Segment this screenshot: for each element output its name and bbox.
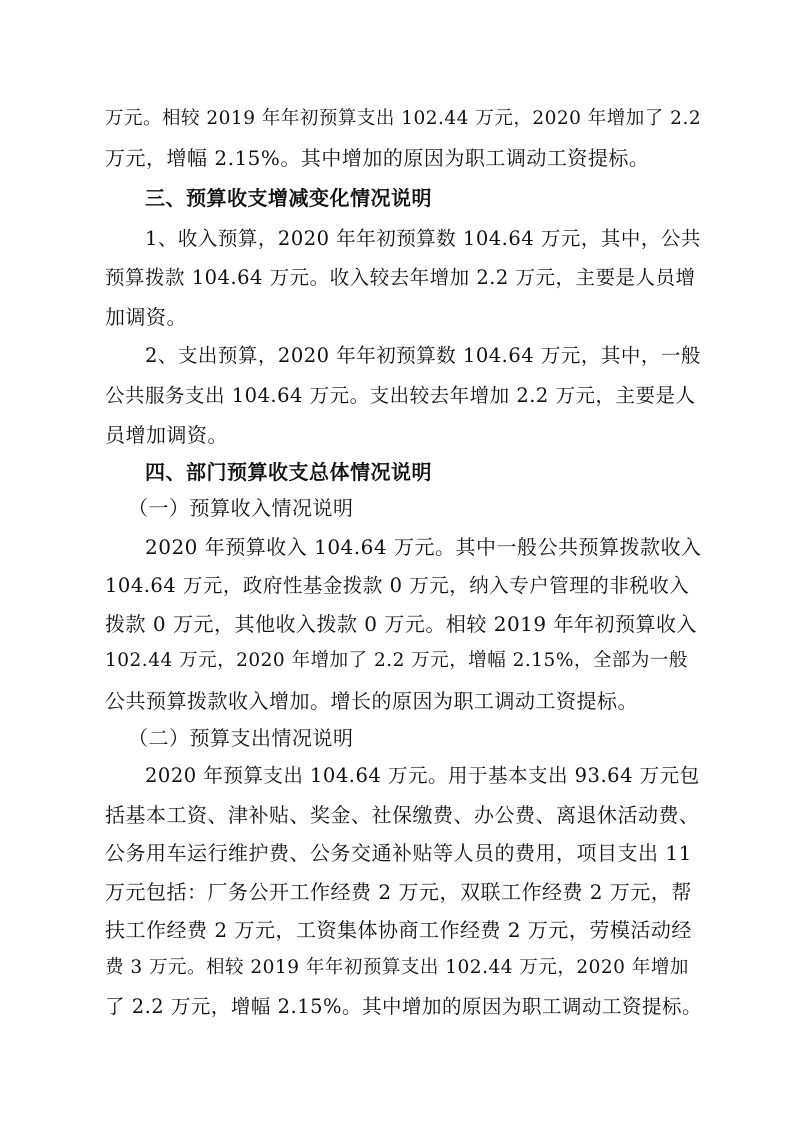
paragraph-line: 公共预算拨款收入增加。增长的原因为职工调动工资提标。	[105, 689, 638, 713]
paragraph-line: 公共服务支出 104.64 万元。支出较去年增加 2.2 万元，主要是人	[105, 384, 696, 407]
paragraph-line: 加调资。	[105, 305, 187, 329]
paragraph-line: 万元，增幅 2.15%。其中增加的原因为职工调动工资提标。	[105, 146, 650, 170]
paragraph-line: 公务用车运行维护费、公务交通补贴等人员的费用，项目支出 11	[105, 841, 692, 865]
paragraph-line: 1、收入预算，2020 年年初预算数 104.64 万元，其中，公共	[145, 227, 701, 250]
paragraph-line: 102.44 万元，2020 年增加了 2.2 万元，增幅 2.15%，全部为一般	[105, 650, 688, 671]
subsection-heading: （一）预算收入情况说明	[128, 496, 354, 520]
paragraph-line: 了 2.2 万元，增幅 2.15%。其中增加的原因为职工调动工资提标。	[105, 995, 703, 1018]
paragraph-line: 预算拨款 104.64 万元。收入较去年增加 2.2 万元，主要是人员增	[105, 266, 696, 289]
section-heading: 三、预算收支增减变化情况说明	[145, 186, 432, 210]
paragraph-line: 扶工作经费 2 万元，工资集体协商工作经费 2 万元，劳模活动经	[105, 918, 692, 942]
paragraph-line: 拨款 0 万元，其他收入拨款 0 万元。相较 2019 年年初预算收入	[105, 612, 697, 636]
paragraph-line: 2020 年预算收入 104.64 万元。其中一般公共预算拨款收入	[145, 535, 702, 559]
paragraph-line: 2020 年预算支出 104.64 万元。用于基本支出 93.64 万元包	[145, 764, 700, 787]
paragraph-line: 2、支出预算，2020 年年初预算数 104.64 万元，其中，一般	[145, 344, 701, 367]
paragraph-line: 万元包括：厂务公开工作经费 2 万元，双联工作经费 2 万元，帮	[105, 880, 692, 904]
subsection-heading: （二）预算支出情况说明	[128, 726, 354, 750]
paragraph-line: 员增加调资。	[105, 423, 228, 447]
paragraph-line: 104.64 万元，政府性基金拨款 0 万元，纳入专户管理的非税收入	[105, 574, 690, 597]
paragraph-line: 万元。相较 2019 年年初预算支出 102.44 万元，2020 年增加了 2.2	[105, 108, 702, 129]
section-heading: 四、部门预算收支总体情况说明	[145, 460, 432, 484]
paragraph-line: 费 3 万元。相较 2019 年年初预算支出 102.44 万元，2020 年增加	[105, 957, 689, 978]
paragraph-line: 括基本工资、津补贴、奖金、社保缴费、办公费、离退休活动费、	[105, 803, 700, 827]
